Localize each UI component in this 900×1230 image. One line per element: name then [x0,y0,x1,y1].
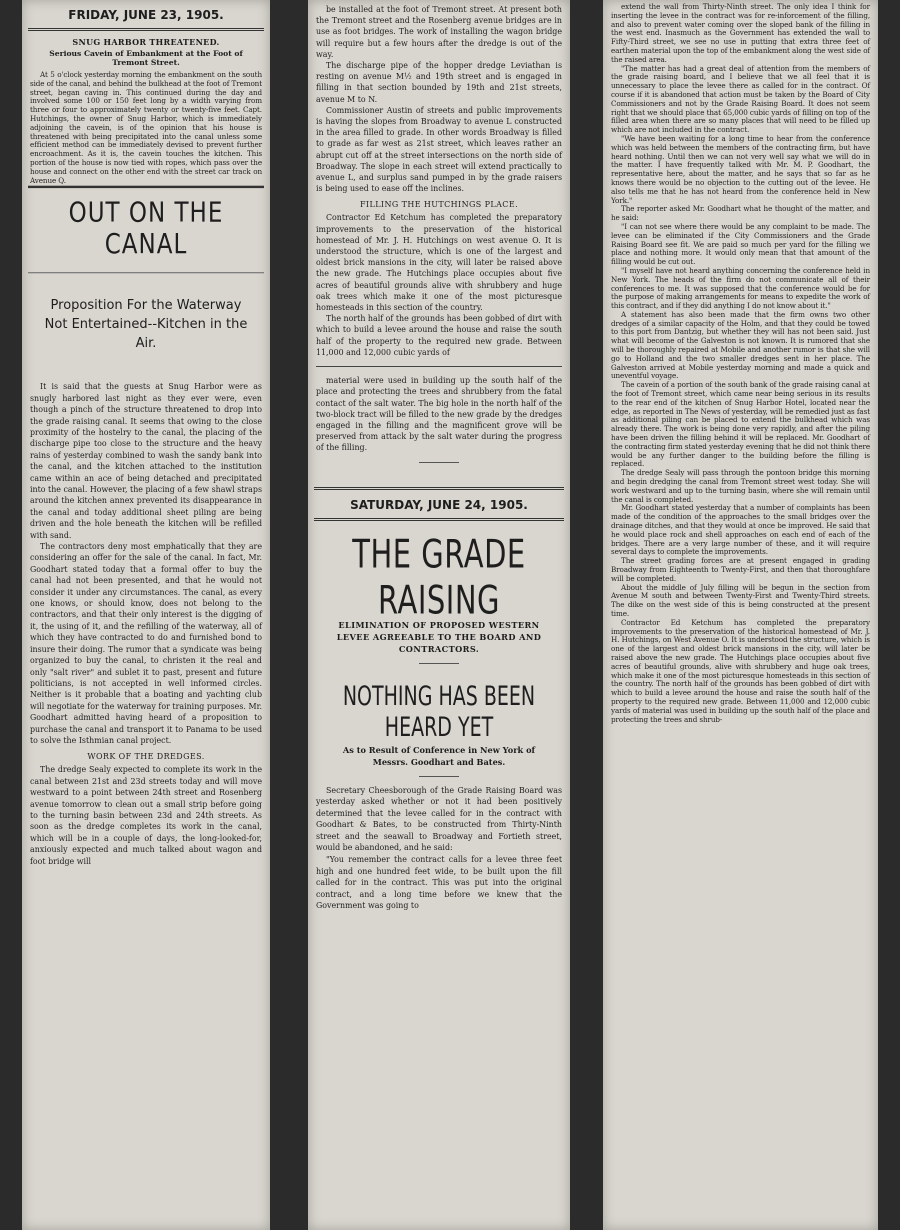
rule-divider [419,776,459,777]
clipping-column-middle [308,0,570,1230]
article-body: The street grading forces are at present engaged in grading Broadway from Eighteenth to Twenty-First, and then that thoroughfare will be completed. [611,556,873,583]
article-body: At 5 o'clock yesterday morning the embankment on the south side of the canal, and behind the bulkhead at the foot of Tremont street, began caving in. This continued during the day and involved some 100 or 150 feet long by a width varying from three or four to approximately twenty or twenty-five feet. Capt. Hutchings, the owner of Snug Harbor, which is immediately adjoining the cavein, is of the opinion that his house is threatened with being precipitated into the canal unless some efficient method can be immediately devised to prevent further encroachment. As it is, the cavein touches the kitchen. This portion of the house is now tied with ropes, which pass over the house and connect on the other end with the street car track on Avenue Q. [30,70,265,185]
article-body: A statement has also been made that the firm owns two other dredges of a similar capacity of the Holm, and that they could be towed to this port from Dantzig, but whether they will has not been said. Just what will become of the Galveston is not known. It is rumored that she will be thoroughly repaired at Mobile and another rumor is that she will go to Holland and the two smaller dredges sent in her place. The Galveston arrived at Mobile yesterday morning and made a quick and uneventful voyage. [611,309,873,381]
article-body: The discharge pipe of the hopper dredge Leviathan is resting on avenue M½ and 19th street and is engaged in filling in that section bounded by 19th and 21st streets, avenue M to N. [316,61,565,104]
article-body: The north half of the grounds has been gobbed of dirt with which to build a levee around the house and raise the south half of the property to the required new grade. Between 11,000 and 12,000 cubic yards of [316,314,565,357]
article-body: Mr. Goodhart stated yesterday that a number of complaints has been made of the condition of the approaches to the small bridges over the drainage ditches, and that they would at once be improved. He said that he would place rock and shell approaches on each end of each of the bridges. There are a very large number of these, and it will require several days to complete the improvements. [611,503,873,557]
article-deck: ELIMINATION OF PROPOSED WESTERN LEVEE AGREEABLE TO THE BOARD AND CONTRACTORS. [336,619,542,654]
article-body: The cavein of a portion of the south bank of the grade raising canal at the foot of Tremont street, which came near being serious in its results to the rear end of the kitchen of Snug Harbor Hotel, located near the edge, as reported in The News of yesterday, will be remedied just as fast as additional piling can be placed to extend the bulkhead which was already there. The work is being done very rapidly, and after the piling have been driven the filling behind it will be replaced. Mr. Goodhart of the contracting firm stated yesterday evening that he did not think there would be any further danger to the building before the filling is replaced. [611,380,873,469]
article-body: material were used in building up the south half of the place and protecting the trees and shrubbery from the fatal contact of the salt water. The big hole in the north half of the two-block tract will be filled to the new grade by the dredges engaged in the filling and the magnificent grove will be preserved from attack by the salt water during the progress of the filling. [316,376,565,453]
article-body: The reporter asked Mr. Goodhart what he thought of the matter, and he said: [611,204,873,223]
section-subhead: WORK OF THE DREDGES. [87,752,205,762]
article-body: be installed at the foot of Tremont street. At present both the Tremont street and the Rosenberg avenue bridges are in use as foot bridges. The work of installing the wagon bridge will require but a few hours after the dredge is out of the way. [316,5,565,59]
article-headline: OUT ON THE CANAL [28,186,264,274]
article-headline: SNUG HARBOR THREATENED. [72,37,220,47]
rule-divider [419,663,459,664]
article-body: The contractors deny most emphatically that they are considering an offer for the sale of the canal. In fact, Mr. Goodhart stated today that a formal offer to buy the canal had not been presented, and that he would not consider it under any circumstances. The canal, as every one knows, or should know, does not belong to the contractors, and that their only interest is the digging of it, the using of it, and the refilling of the waterway, all of which they have contracted to do and furnished bond to insure their doing. The rumor that a syndicate was being organized to buy the canal, to christen it the real and only "salt river" and sublet it to past, present and future politicians, is not accepted in well informed circles. Neither is it probable that a boating and yachting club will negotiate for the waterway for training purposes. Mr. Goodhart admitted having heard of a proposition to purchase the canal and transport it to Panama to be used to solve the Isthmian canal project. [30,542,265,745]
issue-date: SATURDAY, JUNE 24, 1905. [314,487,564,521]
clipping-column-left [22,0,270,1230]
article-headline: THE GRADE RAISING [352,530,526,623]
article-body: "We have been waiting for a long time to hear from the conference which was held between the members of the contracting firm, but have heard nothing. Until then we can not very well say what we will do in the matter. I have frequently talked with Mr. M. P. Goodhart, the representative here, about the matter, and he says that so far as he knows there would be no objection to the cutting out of the levee. He also tells me that he has not heard from the conference held in New York." [611,133,873,205]
article-body: Secretary Cheesborough of the Grade Raising Board was yesterday asked whether or not it had been positively determined that the levee called for in the contract with Goodhart & Bates, to be constructed from Thirty-Ninth street and the seawall to Broadway and Fortieth street, would be abandoned, and he said: [316,785,565,853]
article-body: extend the wall from Thirty-Ninth street. The only idea I think for inserting the levee in the contract was for re-inforcement of the filling, and also to prevent water coming over the sloped bank of the filling in the west end. Inasmuch as the Government has extended the wall to Fifty-Third street, we see no use in putting that extra three feet of earthen material upon the top of the embankment along the west side of the raised area. [611,2,873,64]
article-body: Commissioner Austin of streets and public improvements is having the slopes from Broadway to avenue L constructed in the area filled to grade. In other words Broadway is filled to grade as far west as 21st street, which leaves rather an abrupt cut off at the street intersections on the north side of Broadway. The slope in each street will extend practically to avenue L, and surplus sand pumped in by the grade raisers is being used to ease off the inclines. [316,105,565,194]
article-body: "The matter has had a great deal of attention from the members of the grade raising board, and I believe that we all feel that it is unnecessary to place the levee there as called for in the contract. Of course if it is abandoned that action must be taken by the Board of City Commissioners and not by the Grade Raising Board. It does not seem right that we should place that 65,000 cubic yards of filling on top of the filled area when there are so many places that will need to be filled up which are not included in the contract. [611,63,873,135]
article-body: "You remember the contract calls for a levee three feet high and one hundred feet wide, to be built upon the fill called for in the contract. This was put into the original contract, and a long time before we knew that the Government was going to [316,855,565,911]
column-divider [316,366,562,367]
section-subhead: FILLING THE HUTCHINGS PLACE. [359,200,519,210]
article-body: "I can not see where there would be any complaint to be made. The levee can be eliminated if the City Commissioners and the Grade Raising Board see fit. We are paid so much per yard for the filling we place and nothing more. It would only mean that that amount of the filling would be cut out. [611,221,873,267]
article-headline: NOTHING HAS BEEN HEARD YET [342,680,536,743]
article-body: "I myself have not heard anything concerning the conference held in New York. The heads of the firm do not communicate all of their conferences to me. It was supposed that the conference would be for the purpose of making arrangements for means to expedite the work of this contract, and if they did anything I do not know about it." [611,265,873,311]
article-body: Contractor Ed Ketchum has completed the preparatory improvements to the preservation of the historical homestead of Mr. J. H. Hutchings, on West Avenue O. It is understood the structure, which is one of the largest and oldest brick mansions in the city, will later be raised above the new grade. The Hutchings place occupies about five acres of beautiful grounds, alive with shrubbery and huge oak trees, which make it one of the most picturesque homesteads in this section of the country. The north half of the grounds has been gobbed of dirt with which to build a levee around the house and raise the south half of the property to the required new grade. Between 11,000 and 12,000 cubic yards of material was used in building up the south half of the place and protecting the trees and shrub- [611,617,873,724]
article-subhead: Serious Cavein of Embankment at the Foot of Tremont Street. [49,49,243,67]
article-body: The dredge Sealy expected to complete its work in the canal between 21st and 23d streets today and will move westward to a point between 24th street and Rosenberg avenue tomorrow to clean out a small strip before going to the turning basin between 23d and 24th streets. As soon as the dredge completes its work in the canal, which will be in a couple of days, the long-looked-for, anxiously expected and much talked about wagon and foot bridge will [30,765,265,866]
article-body: About the middle of July filling will be begun in the section from Avenue M south and between Twenty-First and Twenty-Third streets. The dike on the west side of this is being constructed at the present time. [611,582,873,618]
article-deck: As to Result of Conference in New York of Messrs. Goodhart and Bates. [342,744,536,767]
clipping-column-right [603,0,878,1230]
article-body: It is said that the guests at Snug Harbor were as snugly harbored last night as they ever were, even though a pinch of the structure threatened to drop into the grade raising canal. It seems that owing to the close proximity of the hostelry to the canal, the placing of the discharge pipe too close to the structure and the heavy rains of yesterday combined to wash the sandy bank into the canal, and the kitchen attached to the institution came within an ace of being detached and precipitated into the canal. However, the placing of a few shawl straps around the kitchen annex prevented its disappearance in the canal and today additional sheet piling are being driven and the hole beneath the kitchen will be refilled with sand. [30,382,265,540]
rule-divider [419,462,459,463]
article-subhead: Proposition For the Waterway Not Entertained--Kitchen in the Air. [44,298,248,352]
article-body: Contractor Ed Ketchum has completed the preparatory improvements to the preservation of the historical homestead of Mr. J. H. Hutchings on west avenue O. It is understood the structure, which is one of the largest and oldest brick mansions in the city, will later be raised above the new grade. The Hutchings place occupies about five acres of beautiful grounds alive with shrubbery and huge oak trees which make it one of the most picturesque homesteads in this section of the country. [316,213,565,313]
issue-date: FRIDAY, JUNE 23, 1905. [28,0,264,31]
article-body: The dredge Sealy will pass through the pontoon bridge this morning and begin dredging the canal from Tremont street west today. She will work westward and up to the turning basin, where she will remain until the canal is completed. [611,468,873,504]
